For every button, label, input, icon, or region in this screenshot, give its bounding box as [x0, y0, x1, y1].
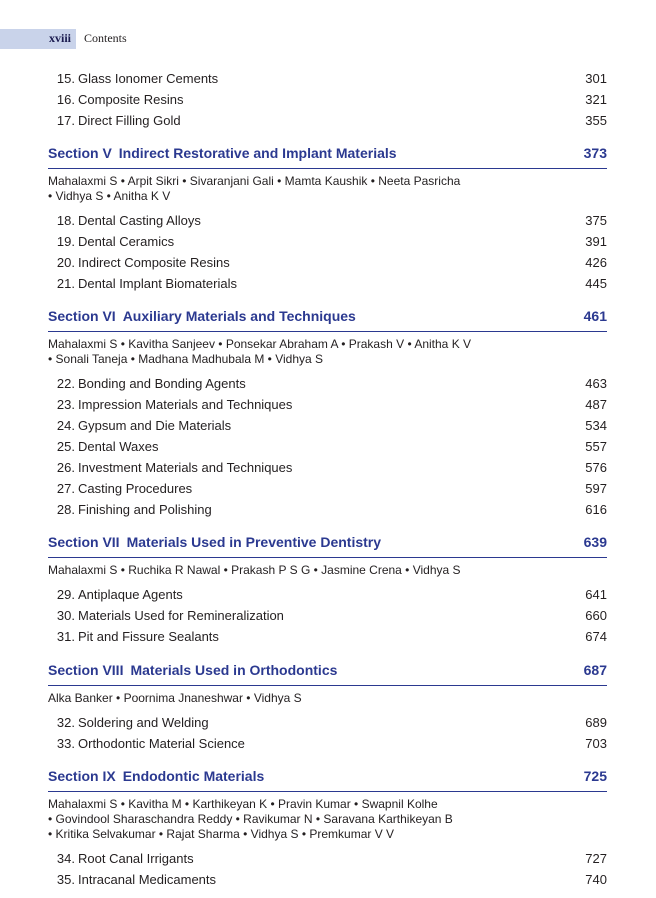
chapter-entry	[51, 71, 607, 87]
author-line: Mahalaxmi S • Kavitha M • Karthikeyan K • Pravin Kumar • Swapnil Kolhe	[48, 797, 438, 811]
section-page: 687	[583, 662, 607, 678]
chapter-title: Investment Materials and Techniques	[78, 460, 293, 475]
chapter-number: 35.	[56, 872, 75, 887]
chapter-entry	[51, 397, 607, 413]
section-heading	[48, 308, 607, 332]
section-label: Section VIII	[48, 662, 124, 678]
author-line: Alka Banker • Poornima Jnaneshwar • Vidhya S	[48, 691, 302, 705]
chapter-number: 29.	[56, 587, 75, 602]
chapter-page: 445	[585, 276, 607, 291]
page-number: xviii	[49, 31, 72, 45]
author-line: Mahalaxmi S • Kavitha Sanjeev • Ponsekar Abraham A • Prakash V • Anitha K V	[48, 337, 472, 351]
chapter-title: Dental Casting Alloys	[78, 213, 201, 228]
chapter-entry	[51, 608, 607, 624]
chapter-title: Impression Materials and Techniques	[78, 397, 293, 412]
chapter-page: 740	[585, 872, 607, 887]
section-page: 725	[583, 768, 607, 784]
chapter-number: 26.	[56, 460, 75, 475]
section-heading	[48, 768, 607, 792]
author-line: • Govindool Sharaschandra Reddy • Ravikumar N • Saravana Karthikeyan B	[48, 812, 453, 826]
chapter-title: Glass Ionomer Cements	[78, 71, 219, 86]
chapter-entry	[51, 872, 607, 888]
chapter-number: 32.	[56, 715, 75, 730]
section-label: Section VI	[48, 308, 116, 324]
section-name: Materials Used in Orthodontics	[130, 662, 338, 678]
chapter-entry	[51, 234, 607, 250]
chapter-entry	[51, 851, 607, 867]
chapter-entry	[51, 376, 607, 392]
chapter-title: Gypsum and Die Materials	[78, 418, 232, 433]
author-line: Mahalaxmi S • Ruchika R Nawal • Prakash P S G • Jasmine Crena • Vidhya S	[48, 563, 461, 577]
chapter-page: 463	[585, 376, 607, 391]
running-head: Contents	[84, 31, 127, 45]
chapter-number: 31.	[56, 629, 75, 644]
chapter-page: 321	[585, 92, 607, 107]
chapter-number: 28.	[56, 502, 75, 517]
chapter-number: 18.	[56, 213, 75, 228]
chapter-number: 27.	[56, 481, 75, 496]
section-heading	[48, 534, 607, 558]
chapter-entry	[51, 502, 607, 518]
section-authors	[48, 174, 568, 204]
section-authors	[48, 797, 568, 842]
chapter-entry	[51, 276, 607, 292]
chapter-entry	[51, 213, 607, 229]
chapter-number: 17.	[56, 113, 75, 128]
chapter-title: Intracanal Medicaments	[78, 872, 217, 887]
chapter-entry	[51, 460, 607, 476]
section-heading	[48, 662, 607, 686]
author-line: • Vidhya S • Anitha K V	[48, 189, 171, 203]
chapter-entry	[51, 255, 607, 271]
section-authors	[48, 337, 568, 367]
chapter-page: 641	[585, 587, 607, 602]
chapter-entry	[51, 92, 607, 108]
section-heading	[48, 145, 607, 169]
chapter-number: 22.	[56, 376, 75, 391]
chapter-title: Direct Filling Gold	[78, 113, 181, 128]
chapter-title: Dental Implant Biomaterials	[78, 276, 237, 291]
chapter-entry	[51, 736, 607, 752]
chapter-page: 301	[585, 71, 607, 86]
chapter-page: 391	[585, 234, 607, 249]
chapter-page: 616	[585, 502, 607, 517]
chapter-page: 660	[585, 608, 607, 623]
chapter-entry	[51, 439, 607, 455]
chapter-number: 21.	[56, 276, 75, 291]
section-name: Materials Used in Preventive Dentistry	[126, 534, 382, 550]
chapter-title: Finishing and Polishing	[78, 502, 212, 517]
chapter-page: 426	[585, 255, 607, 270]
chapter-title: Dental Waxes	[78, 439, 159, 454]
chapter-entry	[51, 481, 607, 497]
chapter-title: Root Canal Irrigants	[78, 851, 194, 866]
author-line: • Sonali Taneja • Madhana Madhubala M • Vidhya S	[48, 352, 324, 366]
chapter-title: Composite Resins	[78, 92, 184, 107]
section-name: Auxiliary Materials and Techniques	[122, 308, 356, 324]
chapter-number: 34.	[56, 851, 75, 866]
chapter-title: Casting Procedures	[78, 481, 193, 496]
chapter-title: Materials Used for Remineralization	[78, 608, 284, 623]
chapter-number: 19.	[56, 234, 75, 249]
chapter-page: 576	[585, 460, 607, 475]
chapter-page: 534	[585, 418, 607, 433]
chapter-entry	[51, 715, 607, 731]
chapter-entry	[51, 113, 607, 129]
section-page: 373	[583, 145, 607, 161]
chapter-number: 15.	[56, 71, 75, 86]
section-authors	[48, 563, 568, 578]
chapter-entry	[51, 587, 607, 603]
section-name: Endodontic Materials	[122, 768, 265, 784]
chapter-number: 23.	[56, 397, 75, 412]
chapter-page: 689	[585, 715, 607, 730]
section-title	[48, 534, 381, 550]
section-label: Section V	[48, 145, 112, 161]
chapter-title: Dental Ceramics	[78, 234, 175, 249]
section-title	[48, 308, 356, 324]
chapter-number: 25.	[56, 439, 75, 454]
section-label: Section VII	[48, 534, 120, 550]
section-title	[48, 768, 264, 784]
chapter-number: 20.	[56, 255, 75, 270]
section-page: 461	[583, 308, 607, 324]
section-name: Indirect Restorative and Implant Materials	[118, 145, 397, 161]
chapter-number: 24.	[56, 418, 75, 433]
chapter-title: Antiplaque Agents	[78, 587, 183, 602]
chapter-page: 727	[585, 851, 607, 866]
chapter-page: 703	[585, 736, 607, 751]
section-page: 639	[583, 534, 607, 550]
chapter-entry	[51, 629, 607, 645]
section-authors	[48, 691, 568, 706]
section-label: Section IX	[48, 768, 116, 784]
chapter-title: Bonding and Bonding Agents	[78, 376, 246, 391]
chapter-title: Indirect Composite Resins	[78, 255, 230, 270]
section-title	[48, 662, 337, 678]
chapter-entry	[51, 418, 607, 434]
chapter-title: Soldering and Welding	[78, 715, 209, 730]
chapter-page: 375	[585, 213, 607, 228]
chapter-page: 487	[585, 397, 607, 412]
chapter-page: 674	[585, 629, 607, 644]
chapter-page: 597	[585, 481, 607, 496]
chapter-title: Pit and Fissure Sealants	[78, 629, 219, 644]
chapter-number: 33.	[56, 736, 75, 751]
author-line: Mahalaxmi S • Arpit Sikri • Sivaranjani Gali • Mamta Kaushik • Neeta Pasricha	[48, 174, 461, 188]
chapter-number: 30.	[56, 608, 75, 623]
chapter-number: 16.	[56, 92, 75, 107]
chapter-page: 355	[585, 113, 607, 128]
author-line: • Kritika Selvakumar • Rajat Sharma • Vidhya S • Premkumar V V	[48, 827, 395, 841]
chapter-title: Orthodontic Material Science	[78, 736, 245, 751]
chapter-page: 557	[585, 439, 607, 454]
section-title	[48, 145, 397, 161]
